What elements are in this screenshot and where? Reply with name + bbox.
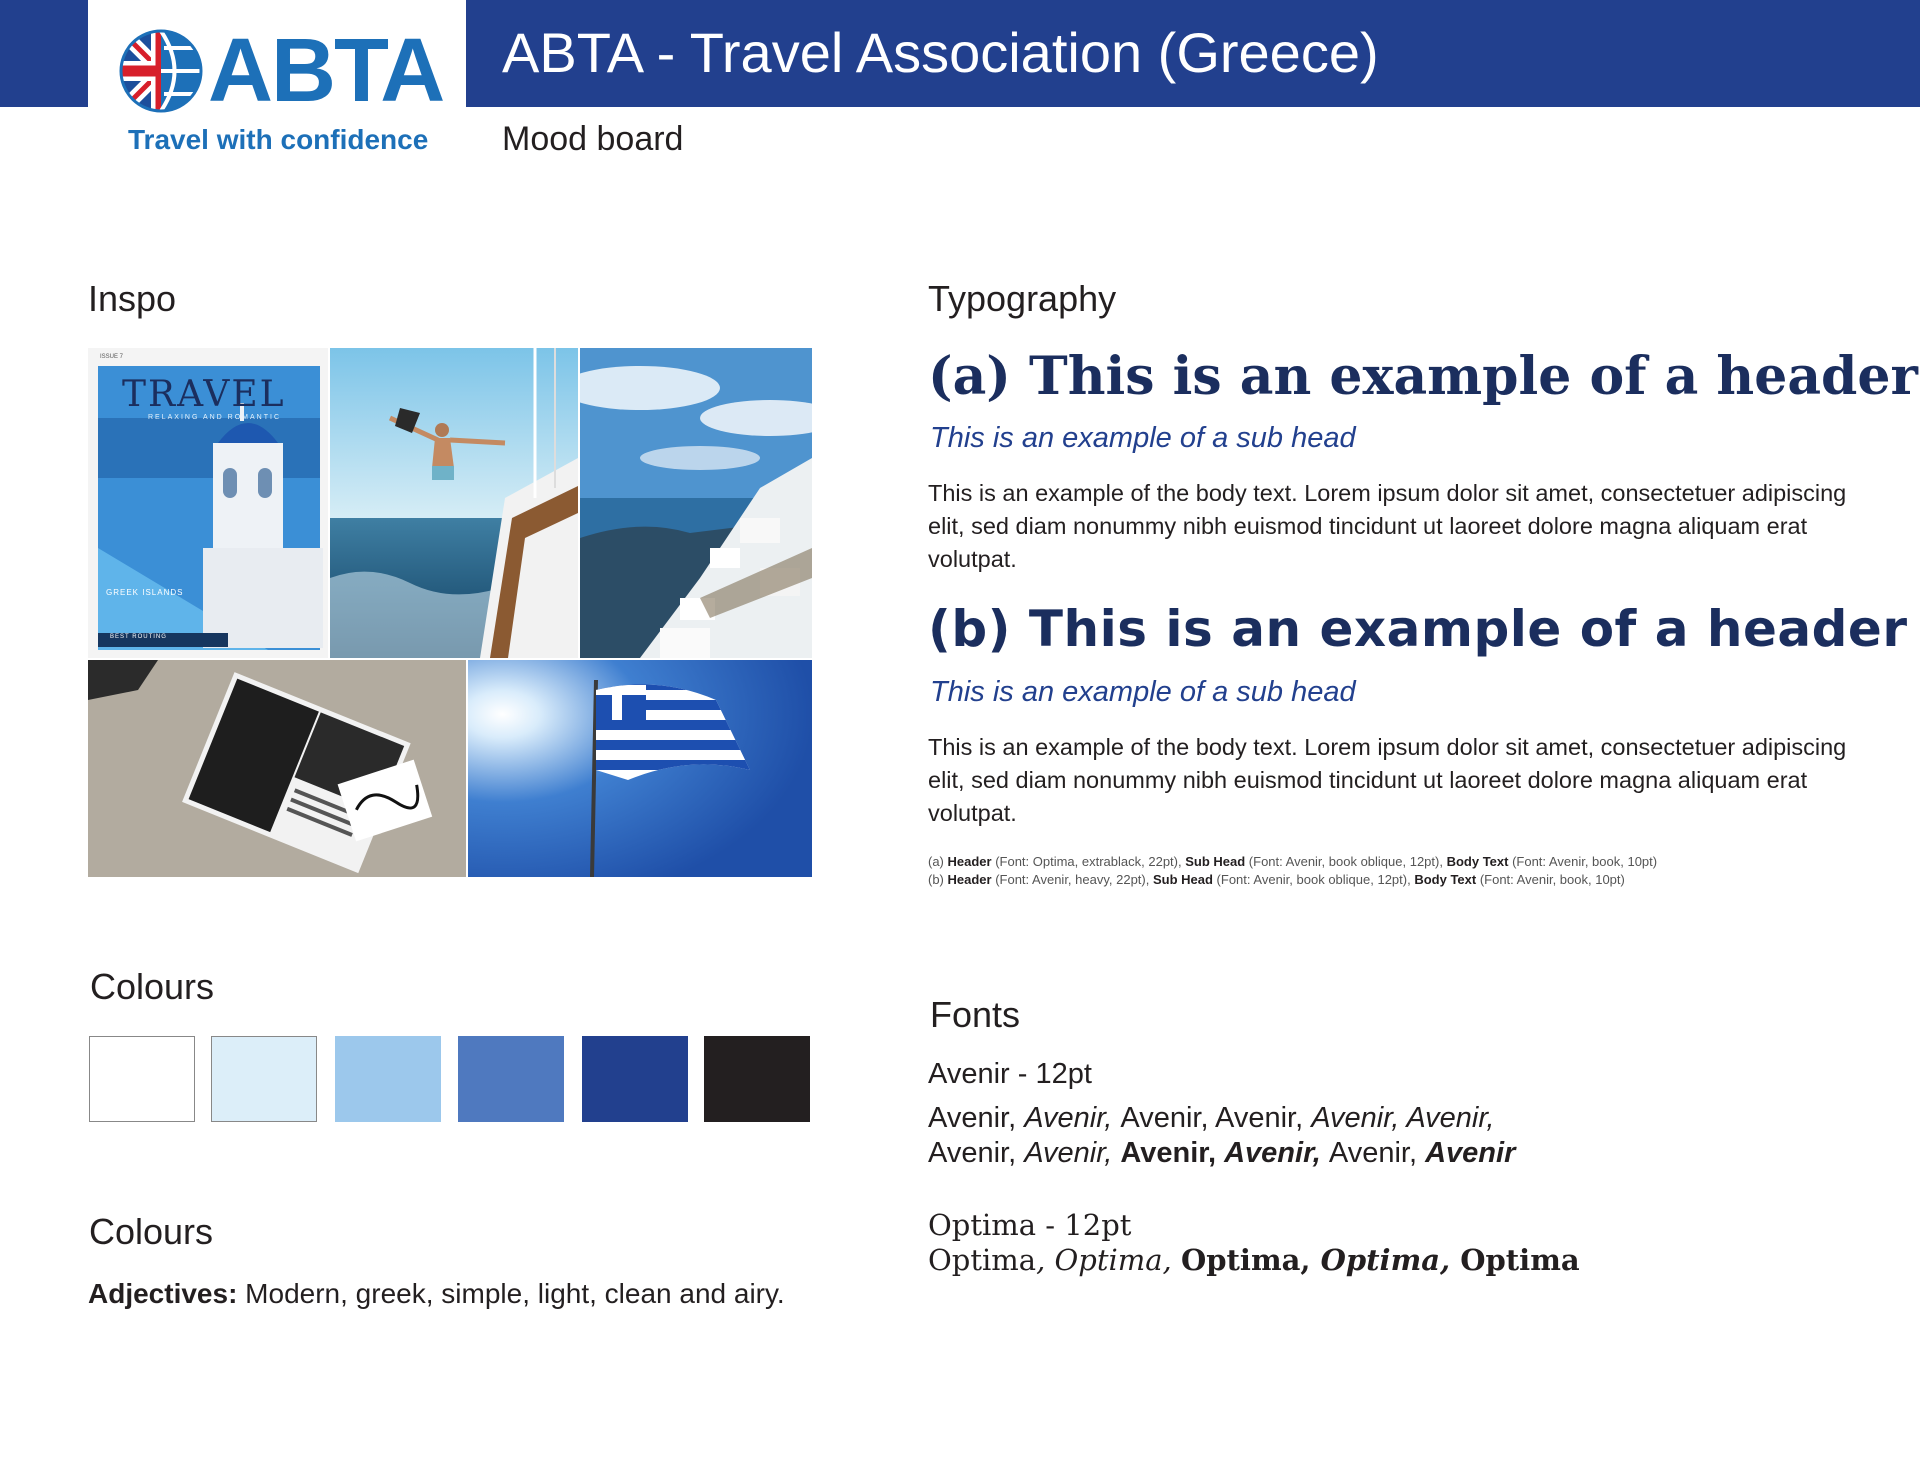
avenir-heavy-oblique: Avenir, [1224, 1137, 1329, 1169]
colour-swatch-black [704, 1036, 810, 1122]
avenir-italic: Avenir, [1024, 1137, 1121, 1169]
inspo-greek-flag-photo [468, 660, 812, 877]
avenir-medium: Avenir, [1215, 1102, 1312, 1134]
subhead-example-b: This is an example of a sub head [930, 676, 1356, 708]
avenir-roman: Avenir, [1120, 1102, 1215, 1134]
avenir-medium-oblique: Avenir, [1311, 1102, 1407, 1134]
avenir-samples-line-2 [928, 1137, 1515, 1170]
note-b-body-label: Body Text [1414, 872, 1477, 887]
document-title: ABTA - Travel Association (Greece) [502, 21, 1379, 84]
magazine-badge: BEST ROUTING [110, 634, 167, 640]
avenir-oblique: Avenir, [1024, 1102, 1121, 1134]
inspo-santorini-photo [580, 348, 812, 658]
avenir-demi: Avenir, [1328, 1137, 1426, 1169]
colours-title: Colours [90, 966, 215, 1007]
body-example-a: This is an example of the body text. Lorem ipsum dolor sit amet, consectetuer adipiscing elit, sed diam nonummy nibh euismod tincidunt ut laoreet dolore magna aliquam erat volutpat. [928, 480, 1847, 572]
avenir-book: Avenir, [928, 1102, 1025, 1134]
optima-italic: , Optima, [1036, 1243, 1181, 1277]
optima-samples-line [928, 1243, 1580, 1277]
optima-title: Optima - 12pt [928, 1208, 1132, 1242]
typography-note-a [928, 854, 1657, 869]
note-a-prefix: (a) [928, 854, 948, 869]
note-b-header-label: Header [947, 872, 992, 887]
note-a-header-spec: (Font: Optima, extrablack, 22pt), [991, 854, 1186, 869]
greek-flag-image [468, 660, 812, 877]
note-a-body-spec: (Font: Avenir, book, 10pt) [1508, 854, 1658, 869]
santorini-village-image [580, 348, 812, 658]
sailboat-image [330, 348, 578, 658]
inspo-title: Inspo [88, 278, 177, 319]
note-b-sub-label: Sub Head [1152, 872, 1213, 887]
note-b-body-spec: (Font: Avenir, book, 10pt) [1476, 872, 1625, 887]
document-subtitle: Mood board [502, 120, 684, 158]
colour-swatch-white [89, 1036, 195, 1122]
note-a-header-label: Header [947, 854, 992, 869]
subhead-example-a: This is an example of a sub head [930, 422, 1356, 454]
note-a-sub-label: Sub Head [1185, 854, 1246, 869]
colour-swatch-mid-blue [458, 1036, 564, 1122]
body-example-b: This is an example of the body text. Lorem ipsum dolor sit amet, consectetuer adipiscing elit, sed diam nonummy nibh euismod tincidunt ut laoreet dolore magna aliquam erat volutpat. [928, 734, 1847, 826]
magazine-issue: ISSUE 7 [100, 354, 124, 360]
typography-note-b [928, 872, 1625, 887]
optima-bold: Optima, [1181, 1243, 1321, 1277]
optima-roman: Optima [928, 1243, 1037, 1277]
logo-wordmark: ABTA [208, 21, 444, 121]
magazine-title: TRAVEL [122, 374, 286, 415]
adjectives-text [88, 1278, 785, 1310]
adjectives-label: Adjectives: [88, 1278, 238, 1309]
magazine-spread-image [88, 660, 466, 877]
magazine-feature: GREEK ISLANDS [106, 588, 184, 597]
avenir-samples-line-1 [928, 1102, 1494, 1135]
adjectives-list: Modern, greek, simple, light, clean and airy. [237, 1278, 785, 1309]
avenir-regular: Avenir, [928, 1137, 1025, 1169]
globe-flag-icon [118, 28, 204, 114]
optima-bold-italic: Optima, [1320, 1243, 1461, 1277]
note-b-header-spec: (Font: Avenir, heavy, 22pt), [991, 872, 1153, 887]
adjectives-section-title: Colours [89, 1211, 214, 1252]
header-example-b: (b) This is an example of a header [928, 600, 1908, 658]
avenir-light-oblique: Avenir, [1406, 1102, 1495, 1134]
fonts-title: Fonts [930, 994, 1021, 1035]
magazine-subtitle: RELAXING AND ROMANTIC [148, 414, 282, 421]
note-b-sub-spec: (Font: Avenir, book oblique, 12pt), [1212, 872, 1415, 887]
inspo-magazine-cover [88, 348, 328, 658]
colour-swatch-navy [582, 1036, 688, 1122]
header-example-a: (a) This is an example of a header [928, 346, 1918, 407]
note-b-prefix: (b) [928, 872, 948, 887]
avenir-title: Avenir - 12pt [928, 1058, 1092, 1090]
avenir-heavy: Avenir, [1120, 1137, 1225, 1169]
logo-tagline: Travel with confidence [128, 124, 429, 155]
inspo-sailboat-photo [330, 348, 578, 658]
colour-swatch-light-blue [335, 1036, 441, 1122]
colour-swatch-pale-blue [211, 1036, 317, 1122]
avenir-black-oblique: Avenir [1425, 1137, 1516, 1169]
typography-title: Typography [928, 278, 1117, 319]
note-a-body-label: Body Text [1446, 854, 1509, 869]
optima-extrablack: Optima [1460, 1243, 1580, 1277]
logo [88, 0, 466, 165]
inspo-magazine-spread-photo [88, 660, 466, 877]
note-a-sub-spec: (Font: Avenir, book oblique, 12pt), [1245, 854, 1447, 869]
